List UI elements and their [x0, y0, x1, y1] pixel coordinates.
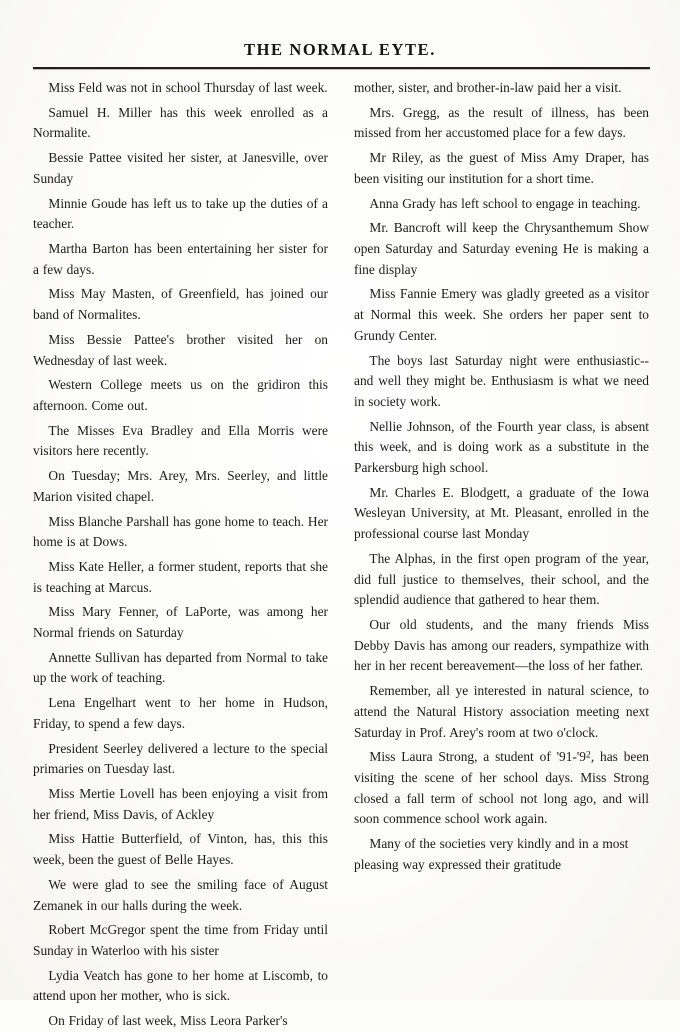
news-item: Miss Feld was not in school Thursday of last week. [48, 80, 328, 95]
news-item: Remember, all ye interested in natural science, to attend the Natural History association meeting next Saturday in Prof. Arey's room at two o'clock. [354, 683, 649, 740]
news-item: Miss Hattie Butterfield, of Vinton, has, this this week, been the guest of Belle Hayes. [33, 831, 328, 868]
news-item: On Tuesday; Mrs. Arey, Mrs. Seerley, and little Marion visited chapel. [33, 468, 328, 504]
news-item-continued-next-page: Many of the societies very kindly and in a most pleasing way expressed their gratitude [354, 836, 629, 872]
news-item: The boys last Saturday night were enthusiastic-- and well they might be. Enthusiasm is what we need in society work. [354, 352, 649, 409]
news-item: Our old students, and the many friends Miss Debby Davis has among our readers, sympathize with her in her recent bereavement—the loss of her father. [354, 617, 649, 674]
news-item: Bessie Pattee visited her sister, at Janesville, over Sunday [33, 150, 328, 186]
news-item: Mrs. Gregg, as the result of illness, has been missed from her accustomed place for a few days. [354, 104, 649, 141]
news-item: Mr. Bancroft will keep the Chrysanthemum Show open Saturday and Saturday evening He is making a fine display [354, 220, 649, 277]
laura-strong-text-before-superscript: Miss Laura Strong, a student of '91-'9 [369, 749, 586, 765]
news-item: Nellie Johnson, of the Fourth year class, is absent this week, and is doing work as a substitute in the Parkersburg high school. [354, 418, 649, 476]
page-title: THE NORMAL EYTE. [243, 39, 436, 60]
news-item: Mr Riley, as the guest of Miss Amy Draper, has been visiting our institution for a short time. [354, 150, 649, 186]
news-item: Miss Kate Heller, a former student, reports that she is teaching at Marcus. [33, 558, 328, 595]
news-item: Miss Mary Fenner, of LaPorte, was among her Normal friends on Saturday [33, 604, 328, 641]
news-item: Mr. Charles E. Blodgett, a graduate of the Iowa Wesleyan University, at Mt. Pleasant, enrolled in the professional course last Monday [354, 484, 649, 542]
news-item: Anna Grady has left school to engage in teaching. [369, 195, 641, 211]
year-superscript: 2 [586, 749, 591, 761]
news-item: Miss Mertie Lovell has been enjoying a visit from her friend, Miss Davis, of Ackley [33, 786, 328, 822]
news-item: President Seerley delivered a lecture to the special primaries on Tuesday last. [33, 740, 328, 777]
masthead [0, 40, 680, 60]
news-item: The Misses Eva Bradley and Ella Morris were visitors here recently. [33, 422, 328, 459]
news-item: Western College meets us on the gridiron this afternoon. Come out. [33, 377, 328, 413]
news-item: Miss Fannie Emery was gladly greeted as a visitor at Normal this week. She orders her paper sent to Grundy Center. [354, 286, 649, 343]
news-item: Lydia Veatch has gone to her home at Liscomb, to attend upon her mother, who is sick. [33, 967, 328, 1004]
news-item: Martha Barton has been entertaining her sister for a few days. [33, 240, 328, 277]
news-item: Minnie Goude has left us to take up the duties of a teacher. [33, 195, 328, 232]
news-item: Samuel H. Miller has this week enrolled as a Normalite. [33, 104, 328, 141]
news-item: Lena Engelhart went to her home in Hudson, Friday, to spend a few days. [33, 695, 328, 731]
news-item: Miss May Masten, of Greenfield, has joined our band of Normalites. [33, 286, 328, 323]
news-item: Miss Bessie Pattee's brother visited her on Wednesday of last week. [33, 331, 328, 368]
news-item: We were glad to see the smiling face of August Zemanek in our halls during the week. [33, 876, 328, 913]
news-item-continuation: mother, sister, and brother-in-law paid her a visit. [354, 80, 622, 95]
news-item: Annette Sullivan has departed from Normal to take up the work of teaching. [33, 649, 328, 686]
news-item-laura-strong [354, 747, 649, 830]
right-column [354, 78, 649, 968]
news-item: Robert McGregor spent the time from Friday until Sunday in Waterloo with his sister [33, 922, 328, 959]
two-column-body [33, 78, 650, 1029]
left-column [33, 78, 328, 1029]
laura-strong-text-after-superscript: , has been visiting the scene of her school days. Miss Strong closed a fall term of school not long ago, and will soon commence school work again. [354, 749, 649, 827]
news-item: The Alphas, in the first open program of the year, did full justice to themselves, their school, and the splendid audience that gathered to hear them. [354, 550, 649, 608]
news-item-continued-to-next-column: On Friday of last week, Miss Leora Parker's [48, 1013, 288, 1029]
news-item: Miss Blanche Parshall has gone home to teach. Her home is at Dows. [33, 513, 328, 550]
masthead-divider [33, 67, 650, 69]
